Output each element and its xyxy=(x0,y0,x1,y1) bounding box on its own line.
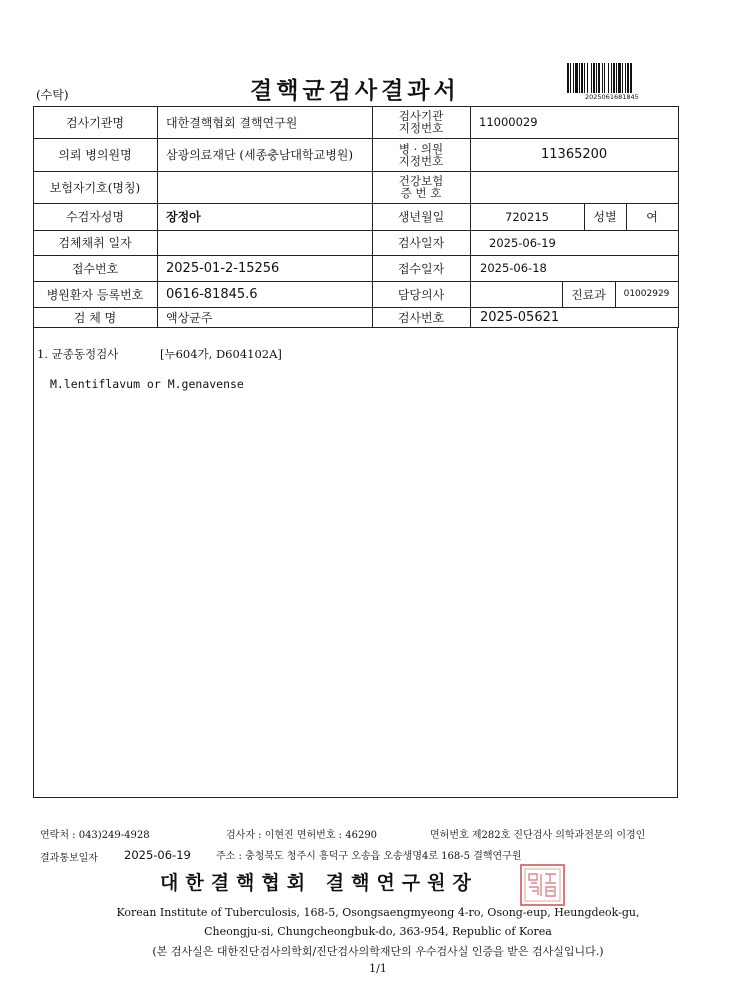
value-hospital-id: 11365200 xyxy=(541,147,608,162)
document-title: 결핵균검사결과서 xyxy=(250,77,460,104)
notify-date: 2025-06-19 xyxy=(124,848,191,862)
label-insurance-no: 건강보험 증 번 호 xyxy=(398,174,444,200)
english-address-line2: Cheongju-si, Chungcheongbuk-do, 363-954, Republic of Korea xyxy=(204,925,552,938)
label-insurer: 보험자기호(명칭) xyxy=(49,180,141,195)
label-hospital: 의뢰 병의원명 xyxy=(58,148,132,162)
label-lab-name: 검사기관명 xyxy=(66,115,124,130)
label-birth: 생년월일 xyxy=(397,210,445,224)
address: 주소 : 충청북도 청주시 흥덕구 오송읍 오송생명4로 168-5 결핵연구원 xyxy=(216,851,522,862)
page-number: 1/1 xyxy=(369,962,387,975)
label-test-no: 검사번호 xyxy=(397,310,445,325)
label-receipt-no: 접수번호 xyxy=(71,261,119,276)
value-test-no: 2025-05621 xyxy=(480,309,560,325)
label-department: 진료과 xyxy=(571,287,606,302)
test-result: M.lentiflavum or M.genavense xyxy=(50,377,244,391)
label-receipt-date: 접수일자 xyxy=(397,261,445,276)
english-address-line1: Korean Institute of Tuberculosis, 168-5, Osongsaengmyeong 4-ro, Osong-eup, Heungdeok-gu, xyxy=(116,906,640,919)
label-test-date: 검사일자 xyxy=(397,236,445,250)
value-department: 01002929 xyxy=(623,289,670,299)
barcode-number: 2025061681845 xyxy=(585,93,639,101)
certification-note: (본 검사실은 대한진단검사의학회/진단검사의학재단의 우수검사실 인증을 받은 검사실입니다.) xyxy=(152,945,604,958)
label-sex: 성별 xyxy=(593,210,617,224)
value-test-date: 2025-06-19 xyxy=(489,235,556,250)
test-code: [누604가, D604102A] xyxy=(160,347,282,361)
label-doctor: 담당의사 xyxy=(397,287,445,302)
test-title: 1. 균종동정검사 xyxy=(37,347,119,361)
examiner: 검사자 : 이현진 면허번호 : 46290 xyxy=(226,830,378,841)
receive-label: (수탁) xyxy=(36,88,69,102)
label-patient-reg: 병원환자 등록번호 xyxy=(46,287,144,302)
value-hospital: 삼광의료재단 (세종충남대학교병원) xyxy=(166,148,354,162)
label-patient-name: 수검자성명 xyxy=(66,210,124,224)
institute-name: 대한결핵협회 결핵연구원장 xyxy=(160,872,478,894)
value-patient-reg: 0616-81845.6 xyxy=(166,286,258,302)
info-table xyxy=(33,106,679,328)
value-receipt-no: 2025-01-2-15256 xyxy=(166,260,280,276)
value-birth: 720215 xyxy=(505,209,549,224)
official-seal-icon xyxy=(519,863,566,907)
value-receipt-date: 2025-06-18 xyxy=(480,261,547,275)
notify-label: 결과통보일자 xyxy=(40,853,98,864)
label-lab-id: 검사기관 지정번호 xyxy=(398,109,444,135)
license: 면허번호 제282호 진단검사 의학과전문의 이경인 xyxy=(430,830,646,841)
label-hospital-id: 병 · 의원 지정번호 xyxy=(398,141,444,168)
result-box xyxy=(33,328,678,798)
barcode xyxy=(567,63,644,93)
value-patient-name: 장정아 xyxy=(166,210,201,224)
value-lab-id: 11000029 xyxy=(479,115,538,129)
value-lab-name: 대한결핵협회 결핵연구원 xyxy=(166,115,298,130)
label-specimen: 검 체 명 xyxy=(73,310,117,325)
label-collect-date: 검체채취 일자 xyxy=(58,236,132,250)
value-sex: 여 xyxy=(646,210,658,224)
contact: 연락처 : 043)249-4928 xyxy=(40,830,150,841)
value-specimen: 액상균주 xyxy=(166,310,213,325)
